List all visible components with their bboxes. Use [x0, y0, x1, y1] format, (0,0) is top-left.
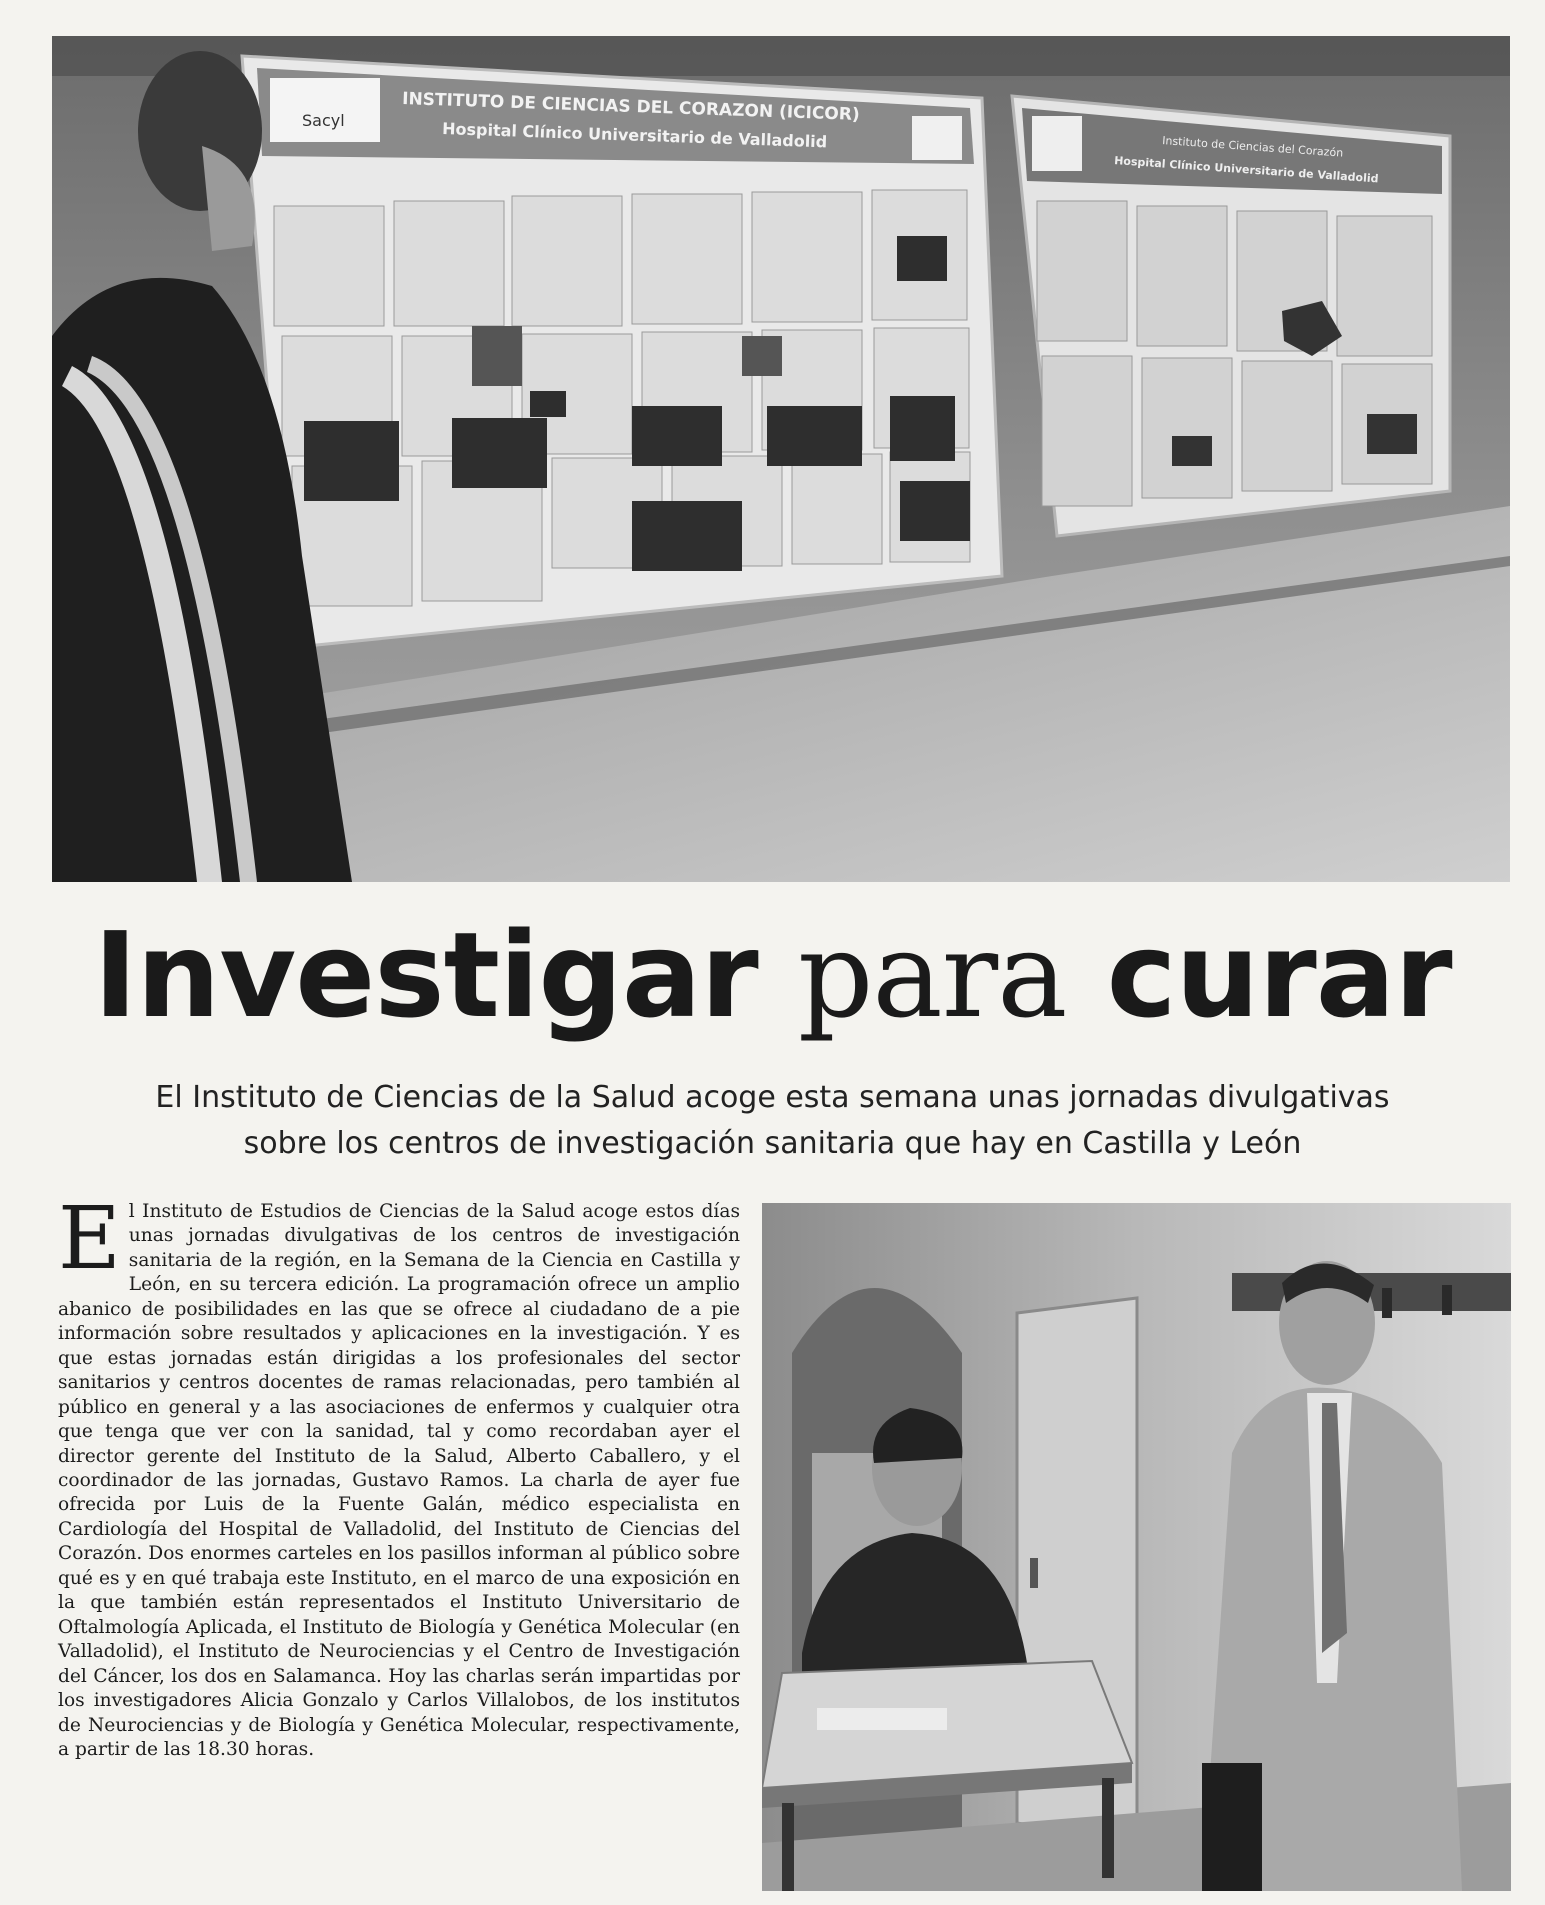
photo-poster-exhibition	[52, 36, 1510, 882]
drop-cap: E	[58, 1189, 121, 1289]
poster-left-subtitle: Hospital Clínico Universitario de Valladolid	[441, 119, 828, 152]
headline-word-para: para	[797, 906, 1067, 1044]
headline-word-investigar: Investigar	[93, 906, 758, 1044]
article-subhead	[40, 1075, 1505, 1167]
classroom-image	[762, 1203, 1511, 1891]
poster-left-logo: Sacyl	[302, 111, 345, 130]
poster-right-subtitle: Hospital Clínico Universitario de Valladolid	[1113, 154, 1379, 186]
subhead-line-1: El Instituto de Ciencias de la Salud acoge esta semana unas jornadas divulgativas	[155, 1080, 1390, 1115]
poster-exhibition-image	[52, 36, 1510, 882]
headline-word-curar: curar	[1106, 906, 1452, 1044]
article-headline	[0, 905, 1545, 1045]
subhead-line-2: sobre los centros de investigación sanitaria que hay en Castilla y León	[243, 1126, 1302, 1161]
poster-left	[242, 56, 1002, 648]
poster-right-title: Instituto de Ciencias del Corazón	[1161, 134, 1344, 160]
article-body	[58, 1189, 740, 1762]
photo-two-men-classroom	[762, 1203, 1511, 1891]
poster-right	[1012, 96, 1450, 536]
article-body-text: l Instituto de Estudios de Ciencias de la Salud acoge estos días unas jornadas divulgativas de los centros de investigación sanitaria de la región, en la Semana de la Ciencia en Castilla y León, en su tercera edición. La programación ofrece un amplio abanico de posibilidades en las que se ofrece al ciudadano de a pie información sobre resultados y aplicaciones en la investigación. Y es que estas jornadas están dirigidas a los profesionales del sector sanitarios y centros docentes de ramas relacionadas, pero también al público en general y a las asociaciones de enfermos y cualquier otra que tenga que ver con la sanidad, tal y como recordaban ayer el director gerente del Instituto de la Salud, Alberto Caballero, y el coordinador de las jornadas, Gustavo Ramos. La charla de ayer fue ofrecida por Luis de la Fuente Galán, médico especialista en Cardiología del Hospital de Valladolid, del Instituto de Ciencias del Corazón. Dos enormes carteles en los pasillos informan al público sobre qué es y en qué trabaja este Instituto, en el marco de una exposición en la que también están representados el Instituto Universitario de Oftalmología Aplicada, el Instituto de Biología y Genética Molecular (en Valladolid), el Instituto de Neurociencias y el Centro de Investigación del Cáncer, los dos en Salamanca. Hoy las charlas serán impartidas por los investigadores Alicia Gonzalo y Carlos Villalobos, de los institutos de Neurociencias y de Biología y Genética Molecular, respectivamente, a partir de las 18.30 horas.	[58, 1201, 740, 1760]
poster-left-title: INSTITUTO DE CIENCIAS DEL CORAZON (ICICOR)	[401, 89, 860, 125]
